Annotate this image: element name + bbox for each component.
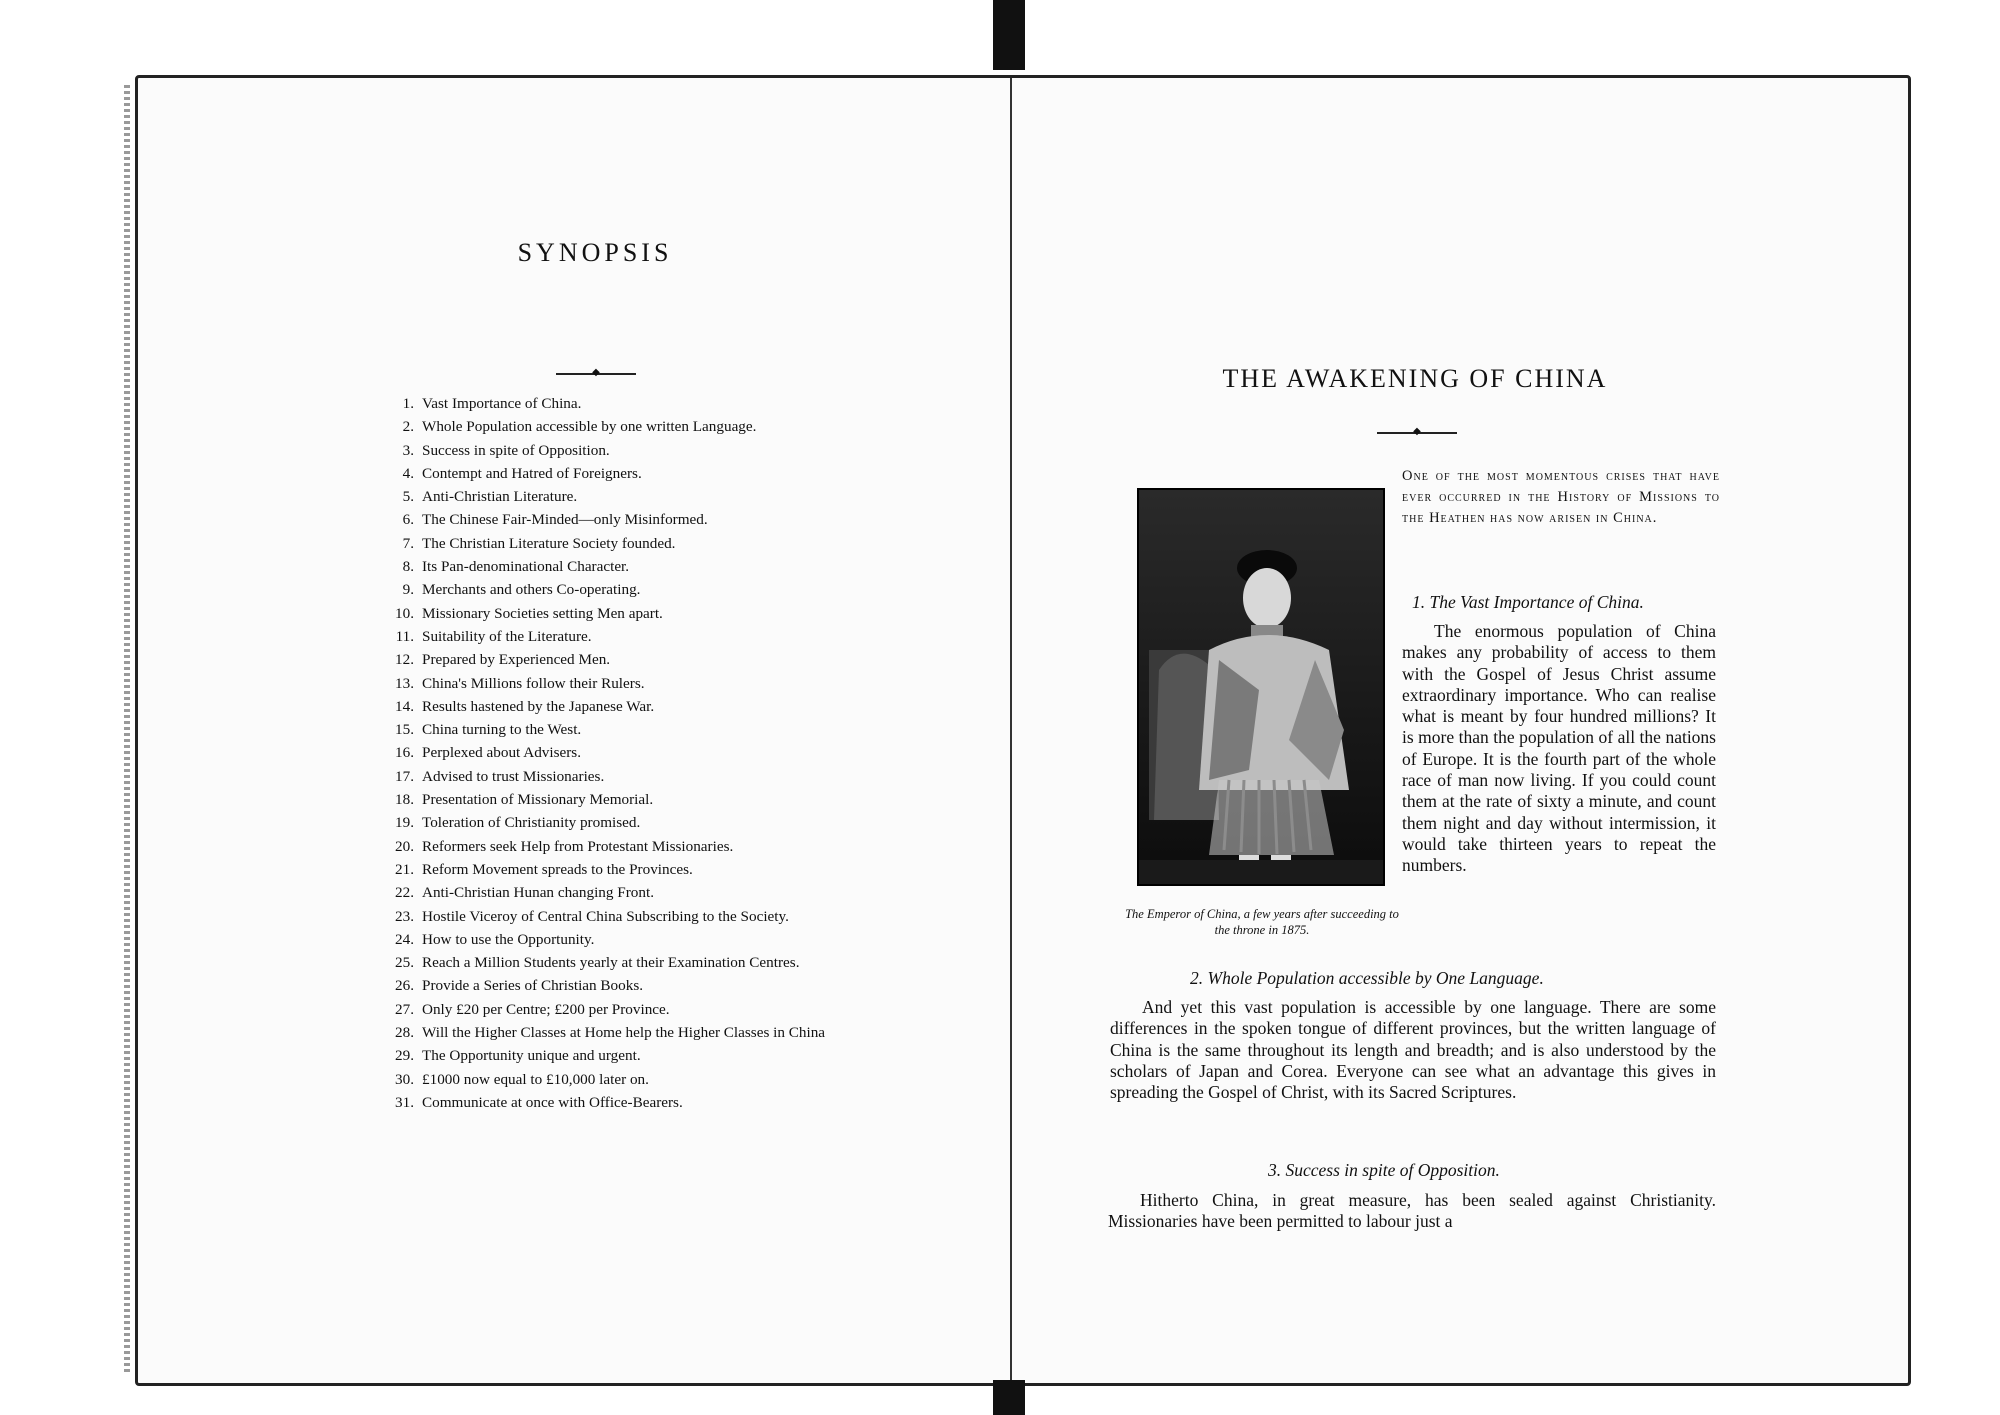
synopsis-item-text: Reach a Million Students yearly at their Examination Centres. [422, 954, 800, 972]
synopsis-item [370, 998, 930, 1021]
synopsis-item [370, 1044, 930, 1067]
synopsis-item-number: 29. [395, 1047, 414, 1065]
synopsis-item-number: 3. [402, 441, 414, 459]
synopsis-item-number: 19. [395, 814, 414, 832]
synopsis-item-number: 14. [395, 697, 414, 715]
synopsis-item [370, 648, 930, 671]
synopsis-item-text: Missionary Societies setting Men apart. [422, 604, 663, 622]
synopsis-item [370, 1021, 930, 1044]
synopsis-item [370, 811, 930, 834]
bookmark-ribbon-bottom [993, 1380, 1025, 1415]
synopsis-item [370, 578, 930, 601]
synopsis-item-text: The Christian Literature Society founded. [422, 534, 676, 552]
synopsis-item [370, 625, 930, 648]
synopsis-item-text: Contempt and Hatred of Foreigners. [422, 464, 642, 482]
synopsis-item-text: Results hastened by the Japanese War. [422, 697, 655, 715]
synopsis-item-number: 16. [395, 744, 414, 762]
synopsis-item [370, 765, 930, 788]
synopsis-item [370, 462, 930, 485]
section-3-text: Hitherto China, in great measure, has been sealed against Christianity. Missionaries have been permitted to labour just a [1108, 1190, 1716, 1232]
synopsis-item-text: China turning to the West. [422, 721, 582, 739]
synopsis-item [370, 1091, 930, 1114]
synopsis-item-text: Success in spite of Opposition. [422, 441, 610, 459]
emperor-portrait-image [1139, 490, 1383, 884]
bookmark-ribbon-top [993, 0, 1025, 70]
synopsis-item-number: 24. [395, 930, 414, 948]
section-1-heading: 1. The Vast Importance of China. [1412, 592, 1644, 612]
synopsis-item [370, 695, 930, 718]
synopsis-item [370, 905, 930, 928]
synopsis-item [370, 788, 930, 811]
synopsis-item-number: 27. [395, 1000, 414, 1018]
synopsis-item-text: Anti-Christian Literature. [422, 488, 578, 506]
synopsis-item [370, 602, 930, 625]
synopsis-item-number: 1. [402, 395, 414, 412]
synopsis-item-number: 6. [402, 511, 414, 529]
synopsis-item-number: 7. [402, 534, 414, 552]
synopsis-item-text: Presentation of Missionary Memorial. [422, 791, 654, 809]
synopsis-item-text: Only £20 per Centre; £200 per Province. [422, 1000, 670, 1018]
synopsis-item-text: Prepared by Experienced Men. [422, 651, 611, 669]
synopsis-item-number: 11. [395, 627, 414, 645]
synopsis-item-number: 2. [402, 418, 414, 436]
synopsis-item [370, 532, 930, 555]
synopsis-item-number: 30. [395, 1070, 414, 1088]
title-ornament [1377, 432, 1457, 434]
synopsis-item [370, 718, 930, 741]
synopsis-item-text: The Chinese Fair-Minded—only Misinformed. [422, 511, 708, 529]
synopsis-item-number: 23. [395, 907, 414, 925]
page-edge-left [124, 85, 130, 1375]
synopsis-item-text: Suitability of the Literature. [422, 627, 592, 645]
synopsis-item-number: 26. [395, 977, 414, 995]
synopsis-item-text: Perplexed about Advisers. [422, 744, 582, 762]
synopsis-item-text: China's Millions follow their Rulers. [422, 674, 645, 692]
synopsis-item [370, 485, 930, 508]
section-1-text: The enormous population of China makes any probability of access to them with the Gospel of Jesus Christ assume extraordinary importance. Who can realise what is meant by four hundred millions? It is more than the population of all the nations of Europe. It is the fourth part of the whole race of man now living. If you could count them at the rate of sixty a minute, and count them night and day without intermission, it would take thirteen years to repeat the numbers. [1402, 621, 1716, 876]
synopsis-item-number: 18. [395, 791, 414, 809]
synopsis-item [370, 928, 930, 951]
synopsis-item-text: Merchants and others Co-operating. [422, 581, 641, 599]
synopsis-item [370, 439, 930, 462]
synopsis-item-text: The Opportunity unique and urgent. [422, 1047, 641, 1065]
synopsis-item [370, 951, 930, 974]
section-3-heading: 3. Success in spite of Opposition. [1268, 1160, 1500, 1180]
synopsis-item-text: Whole Population accessible by one written Language. [422, 418, 757, 436]
synopsis-item-number: 15. [395, 721, 414, 739]
synopsis-item-number: 13. [395, 674, 414, 692]
synopsis-item-text: Vast Importance of China. [422, 395, 582, 412]
synopsis-item-text: Communicate at once with Office-Bearers. [422, 1093, 683, 1111]
synopsis-item-number: 5. [402, 488, 414, 506]
photo-caption: The Emperor of China, a few years after succeeding to the throne in 1875. [1125, 907, 1399, 937]
synopsis-item [370, 858, 930, 881]
synopsis-item-number: 25. [395, 954, 414, 972]
synopsis-item [370, 508, 930, 531]
emperor-photo [1137, 488, 1385, 886]
synopsis-item [370, 835, 930, 858]
synopsis-item-number: 17. [395, 767, 414, 785]
synopsis-item [370, 974, 930, 997]
synopsis-item [370, 741, 930, 764]
synopsis-item-number: 4. [402, 464, 414, 482]
synopsis-item-text: How to use the Opportunity. [422, 930, 595, 948]
section-2-text: And yet this vast population is accessible by one language. There are some differences in the spoken tongue of different provinces, but the written language of China is the same throughout its length and breadth; and is also understood by the scholars of Japan and Corea. Everyone can see what an advantage this gives in spreading the Gospel of Christ, with its Sacred Scriptures. [1110, 997, 1716, 1103]
synopsis-item-number: 31. [395, 1093, 414, 1111]
synopsis-title: SYNOPSIS [517, 238, 673, 267]
synopsis-item-number: 9. [402, 581, 414, 599]
synopsis-item-number: 20. [395, 837, 414, 855]
synopsis-item-number: 12. [395, 651, 414, 669]
synopsis-item-text: Provide a Series of Christian Books. [422, 977, 644, 995]
synopsis-item-text: Reformers seek Help from Protestant Missionaries. [422, 837, 734, 855]
synopsis-item-number: 21. [395, 860, 414, 878]
synopsis-item-text: Its Pan-denominational Character. [422, 558, 630, 576]
synopsis-item [370, 672, 930, 695]
synopsis-ornament [556, 373, 636, 375]
intro-paragraph: One of the most momentous crises that have ever occurred in the History of Missions to the Heathen has now arisen in China. [1402, 468, 1720, 526]
section-2-heading: 2. Whole Population accessible by One Language. [1190, 968, 1544, 988]
synopsis-item-text: Hostile Viceroy of Central China Subscribing to the Society. [422, 907, 789, 925]
synopsis-item-number: 10. [395, 604, 414, 622]
article-title: THE AWAKENING OF CHINA [1222, 364, 1608, 393]
synopsis-item [370, 415, 930, 438]
synopsis-item [370, 881, 930, 904]
synopsis-item-text: £1000 now equal to £10,000 later on. [422, 1070, 649, 1088]
synopsis-item [370, 1068, 930, 1091]
synopsis-list [370, 392, 930, 1114]
synopsis-item-text: Reform Movement spreads to the Provinces. [422, 860, 693, 878]
synopsis-item-text: Advised to trust Missionaries. [422, 767, 605, 785]
synopsis-item [370, 392, 930, 415]
synopsis-item-text: Will the Higher Classes at Home help the Higher Classes in China [422, 1024, 826, 1042]
synopsis-item-number: 28. [395, 1024, 414, 1042]
synopsis-item-text: Toleration of Christianity promised. [422, 814, 641, 832]
synopsis-item-number: 22. [395, 884, 414, 902]
synopsis-item [370, 555, 930, 578]
synopsis-item-number: 8. [402, 558, 414, 576]
synopsis-item-text: Anti-Christian Hunan changing Front. [422, 884, 655, 902]
